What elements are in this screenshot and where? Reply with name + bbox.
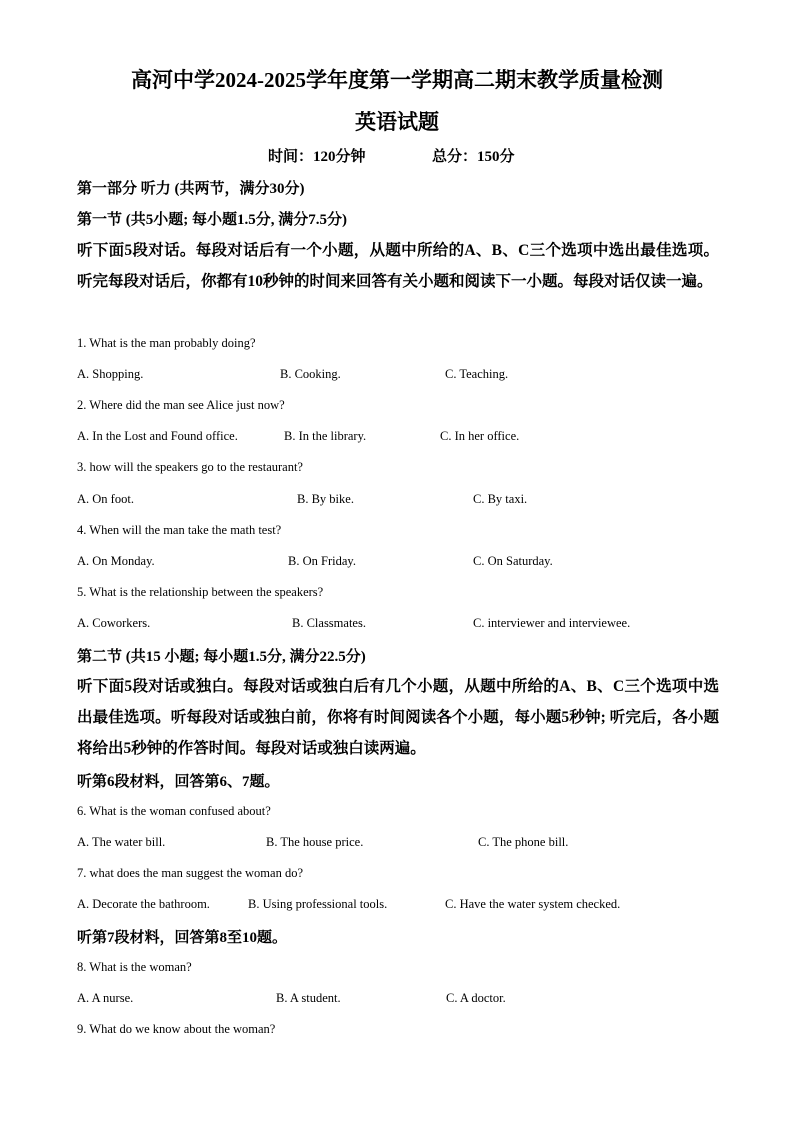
q5-option-a: A. Coworkers.: [77, 616, 151, 630]
question-7: 7. what does the man suggest the woman do?: [77, 866, 303, 880]
q7-option-c: C. Have the water system checked.: [445, 897, 621, 911]
q5-option-c: C. interviewer and interviewee.: [473, 616, 631, 630]
section1-heading: 第一节 (共5小题; 每小题1.5分, 满分7.5分): [77, 212, 347, 228]
q7-option-b: B. Using professional tools.: [248, 897, 388, 911]
question-3: 3. how will the speakers go to the restaurant?: [77, 460, 303, 474]
q4-option-b: B. On Friday.: [288, 554, 356, 568]
q5-option-b: B. Classmates.: [292, 616, 366, 630]
section1-instructions: 听下面5段对话。每段对话后有一个小题，从题中所给的A、B、C三个选项中选出最佳选项。听完每段对话后，你都有10秒钟的时间来回答有关小题和阅读下一小题。每段对话仅读一遍。: [77, 242, 719, 290]
exam-total-score: 总分：150分: [432, 149, 515, 165]
question-1: 1. What is the man probably doing?: [77, 336, 256, 350]
question-8: 8. What is the woman?: [77, 960, 192, 974]
q3-option-b: B. By bike.: [297, 492, 354, 506]
q2-option-b: B. In the library.: [284, 429, 367, 443]
q8-option-c: C. A doctor.: [446, 991, 506, 1005]
q4-option-a: A. On Monday.: [77, 554, 155, 568]
q8-option-b: B. A student.: [276, 991, 341, 1005]
section2-instructions: 听下面5段对话或独白。每段对话或独白后有几个小题，从题中所给的A、B、C三个选项中选出最佳选项。听每段对话或独白前，你将有时间阅读各个小题，每小题5秒钟; 听完后，各小题将给出5秒钟的作答时间。每段对话或独白读两遍。: [77, 678, 719, 757]
q1-option-c: C. Teaching.: [445, 367, 509, 381]
question-6: 6. What is the woman confused about?: [77, 804, 271, 818]
question-5: 5. What is the relationship between the speakers?: [77, 585, 324, 599]
q6-option-a: A. The water bill.: [77, 835, 166, 849]
exam-subtitle: 英语试题: [355, 110, 439, 134]
q4-option-c: C. On Saturday.: [473, 554, 553, 568]
question-9: 9. What do we know about the woman?: [77, 1022, 276, 1036]
material-6-heading: 听第6段材料，回答第6、7题。: [77, 774, 280, 790]
exam-title: 高河中学2024-2025学年度第一学期高二期末教学质量检测: [131, 68, 663, 92]
q2-option-c: C. In her office.: [440, 429, 520, 443]
exam-time: 时间：120分钟: [268, 149, 366, 165]
q3-option-a: A. On foot.: [77, 492, 134, 506]
q1-option-a: A. Shopping.: [77, 367, 144, 381]
section2-heading: 第二节 (共15 小题; 每小题1.5分, 满分22.5分): [77, 649, 366, 665]
q7-option-a: A. Decorate the bathroom.: [77, 897, 210, 911]
q8-option-a: A. A nurse.: [77, 991, 134, 1005]
part1-heading: 第一部分 听力 (共两节，满分30分): [77, 181, 305, 197]
q2-option-a: A. In the Lost and Found office.: [77, 429, 238, 443]
material-7-heading: 听第7段材料，回答第8至10题。: [77, 930, 288, 946]
q6-option-b: B. The house price.: [266, 835, 364, 849]
q6-option-c: C. The phone bill.: [478, 835, 569, 849]
q1-option-b: B. Cooking.: [280, 367, 341, 381]
q3-option-c: C. By taxi.: [473, 492, 528, 506]
question-4: 4. When will the man take the math test?: [77, 523, 282, 537]
question-2: 2. Where did the man see Alice just now?: [77, 398, 285, 412]
